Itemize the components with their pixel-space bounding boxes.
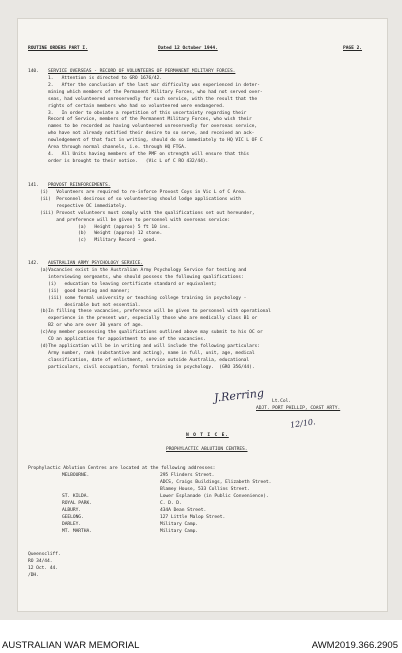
notice-place: DARLEY.	[62, 522, 82, 527]
order-reference-line: Queenscliff.	[28, 552, 61, 557]
section-140-line: mining which members of the Permanent Military Forces, who had not served over-	[48, 89, 263, 95]
section-140-line: Record of Service, members of the Permanent Military Forces, who wish their	[48, 117, 252, 123]
section-141-title: PROVOST REINFORCEMENTS.	[48, 183, 111, 188]
notice-heading: N O T I C E.	[186, 433, 229, 438]
section-141-line: (a) Height (approx) 5 ft 10 ins.	[40, 224, 171, 230]
section-142-line: Army number, rank (substantive and acting), name in full, unit, age, medical	[40, 350, 255, 356]
section-142-line: interviewing sergeants, who should possess the following qualifications:	[40, 274, 244, 280]
order-reference-line: /DH.	[28, 573, 39, 578]
header-page: PAGE 2.	[343, 46, 363, 51]
header-left: ROUTINE ORDERS PART I.	[28, 46, 88, 51]
signature-position: ADJT. PORT PHILLIP, COAST ARTY.	[256, 406, 341, 411]
notice-address: 434A Dean Street.	[160, 508, 207, 513]
notice-place: GEELONG.	[62, 515, 84, 520]
section-141-line: respective OC immediately.	[40, 203, 127, 209]
notice-address: ADCS, Craigs Buildings, Elizabeth Street.	[160, 480, 272, 485]
section-140-line: seas, had volunteered unreservedly for such service, with the result that the	[48, 96, 258, 102]
notice-place: ROYAL PARK.	[62, 501, 92, 506]
section-142-line: (b)In filling these vacancies, preference will be given to personnel with operational	[40, 309, 271, 315]
section-140-line: rights of certain members who had so volunteered were endangered.	[48, 103, 225, 109]
section-140-line: 1. Attention is directed to GRO 1676/42.	[48, 76, 163, 81]
signature-scrawl: J.Rerring	[213, 386, 265, 405]
notice-place: ALBURY.	[62, 508, 82, 513]
section-142-line: (a)Vacancies exist in the Australian Army Psychology Service for testing and	[40, 268, 247, 273]
notice-address: Military Camp.	[160, 522, 199, 527]
section-142-number: 142.	[28, 261, 39, 266]
section-142-line: desirable but not essential.	[40, 302, 141, 308]
section-142-title: AUSTRALIAN ARMY PSYCHOLOGY SERVICE.	[48, 261, 144, 266]
section-141-line: (b) Weight (approx) 12 stone.	[40, 231, 163, 237]
signature-rank: Lt.Col.	[272, 399, 292, 404]
section-142-line: (c)Any member possessing the qualifications outlined above may submit to his OC or	[40, 330, 263, 336]
section-140-title: SERVICE OVERSEAS - RECORD OF VOLUNTEERS OF PERMANENT MILITARY FORCES.	[48, 69, 236, 74]
section-142-line: CO an application for appointment to one of the vacancies.	[40, 337, 206, 342]
notice-address: Blamey House, 533 Collins Street.	[160, 487, 250, 492]
section-142-line: (ii) good bearing and manner;	[40, 288, 130, 294]
section-142-line: B2 or who are over 30 years of age.	[40, 323, 144, 329]
section-142-line: (i) education to leaving certificate standard or equivalent;	[40, 281, 217, 287]
section-141-line: and preference will be given to personnel with overseas service:	[40, 217, 231, 223]
section-142-line: (d)The application will be in writing and will include the following particulars:	[40, 343, 260, 349]
section-142-line: experience in the present war, especially those who are medically class B1 or	[40, 316, 258, 322]
order-reference-line: RO 34/44.	[28, 559, 53, 564]
section-140-number: 140.	[28, 69, 39, 74]
section-140-line: 2. After the conclusion of the last war difficulty was experienced in deter-	[48, 82, 260, 88]
notice-address: C. D. D.	[160, 501, 182, 506]
archive-credit: AUSTRALIAN WAR MEMORIAL	[2, 640, 140, 651]
section-141-line: (iii) Provost volunteers must comply with the qualifications set out hereunder,	[40, 210, 255, 216]
section-140-line: order is brought to their notice. (Vic L of C RO 432/44).	[48, 158, 209, 164]
section-140-line: 4. All Units having members of the PMF on strength will ensure that this	[48, 151, 249, 157]
section-141-number: 141.	[28, 183, 39, 188]
notice-address: Military Camp.	[160, 529, 199, 534]
section-141-line: (i) Volunteers are required to re-inforce Provost Coys in Vic L of C Area.	[40, 190, 247, 195]
notice-place: MT. MARTHA.	[62, 529, 92, 534]
notice-place: ST. KILDA.	[62, 494, 90, 499]
handwritten-date: 12/10.	[289, 417, 317, 430]
section-140-line: names to be recorded as having volunteered unreservedly for overseas service,	[48, 124, 258, 130]
notice-address: 295 Flinders Street.	[160, 473, 215, 478]
notice-address: 127 Little Malop Street.	[160, 515, 226, 520]
section-140-line: 3. In order to obviate a repetition of this uncertainty regarding their	[48, 110, 247, 116]
document-page	[17, 18, 388, 612]
section-141-line: (ii) Personnel desirous of so volunteering should lodge applications with	[40, 196, 241, 202]
notice-subheading: PROPHYLACTIC ABLUTION CENTRES.	[166, 447, 248, 452]
section-142-line: (iii) some formal university or teaching college training in psychology -	[40, 295, 247, 301]
section-140-line: Area through normal channels, i.e. through HQ FTGA.	[48, 145, 187, 150]
header-date: Dated 12 October 1944.	[158, 46, 218, 51]
section-142-line: classification, date of enlistment, service outside Australia, educational	[40, 357, 250, 363]
archive-accession: AWM2019.366.2905	[311, 640, 398, 651]
notice-intro: Prophylactic Ablution Centres are located at the following addresses:	[28, 466, 216, 471]
section-141-line: (c) Military Record - good.	[40, 238, 157, 244]
section-140-line: nowledgement of that fact in writing, should do so immediately to HQ VIC L OF C	[48, 138, 263, 144]
notice-address: Lower Esplanade (in Public Convenience).	[160, 494, 269, 499]
notice-place: MELBOURNE.	[62, 473, 90, 478]
order-reference-line: 12 Oct. 44.	[28, 566, 58, 571]
section-140-line: who have not already notified their desire to so serve, and received an ack-	[48, 131, 255, 137]
section-142-line: particulars, civil occupation, formal training in psychology. (GRO 356/44).	[40, 364, 255, 370]
